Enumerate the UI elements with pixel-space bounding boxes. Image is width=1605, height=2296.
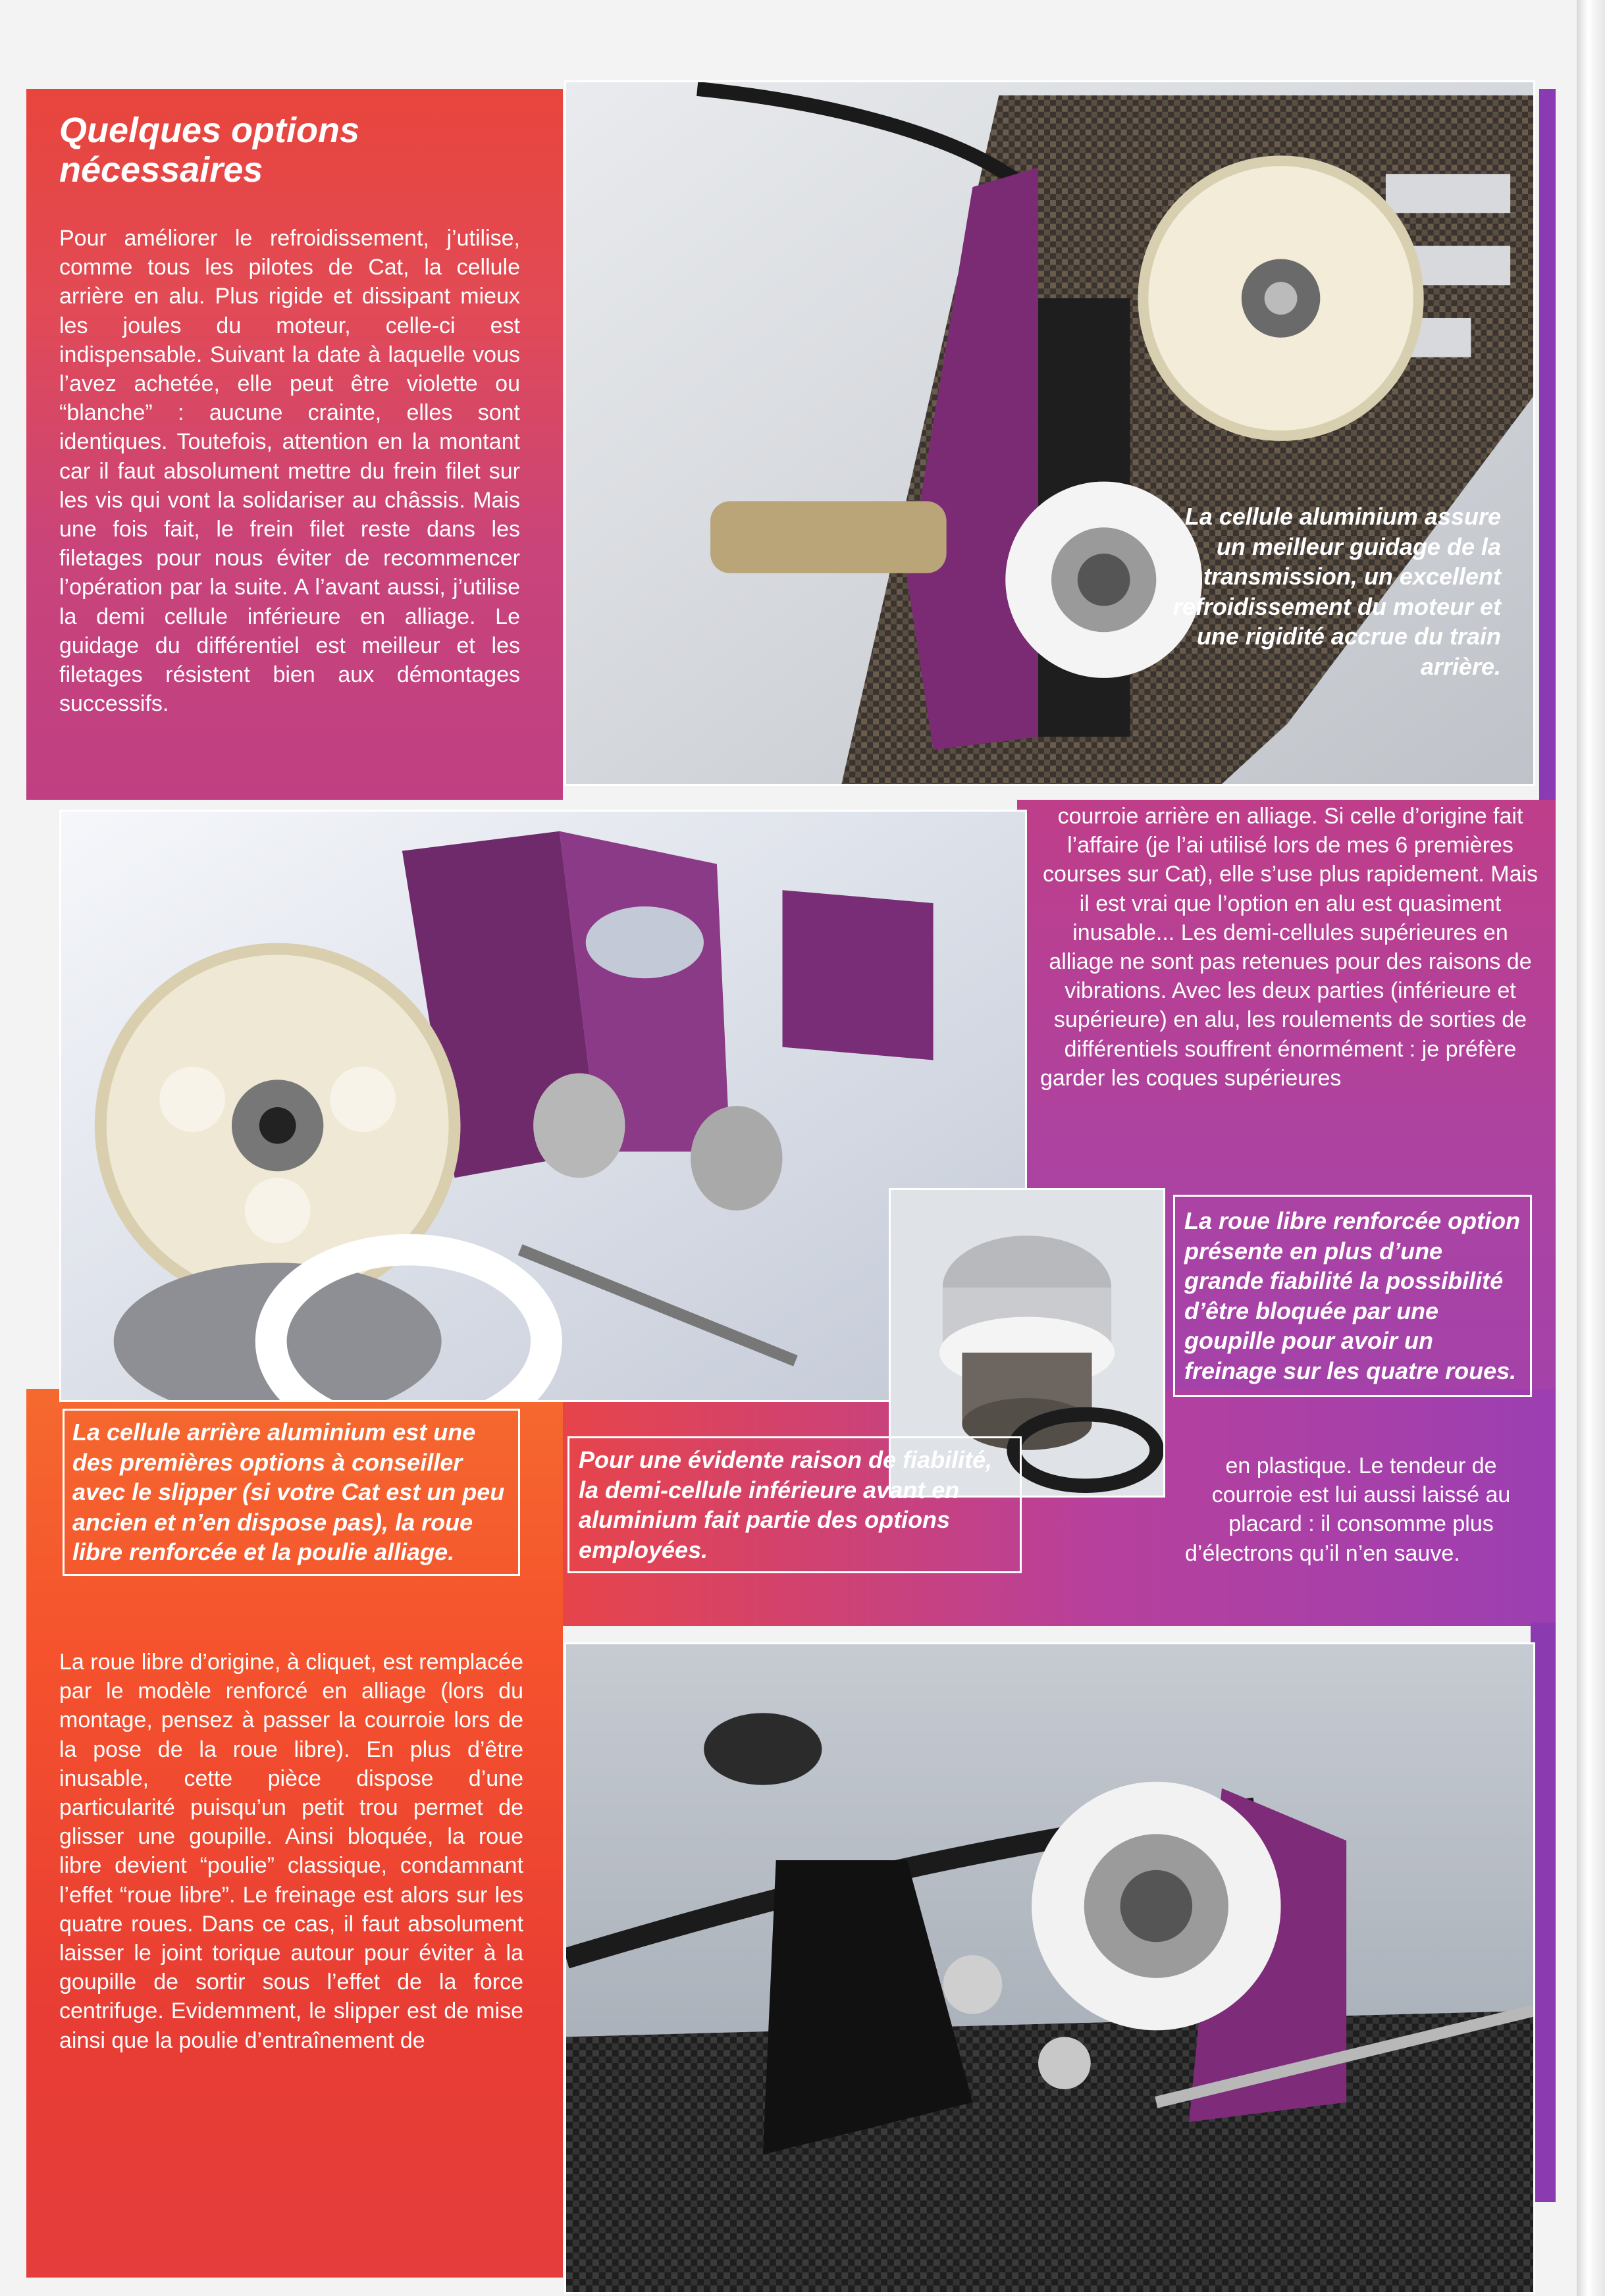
page-edge [1577,0,1605,2296]
right-column-paragraph: courroie arrière en alliage. Si celle d’origine fait l’affaire (je l’ai utilisé lors de mes 6 premières courses sur Cat), elle s’use plus rapidement. Mais il est vrai que l’option en alu est quasiment inusable... Les demi-cellules supérieures en alliage ne sont pas retenues pour des raisons de vibrations. Avec les deux parties (inférieure et supérieure) en alu, les roulements de sorties de différentiels souffrent énormément : je préfère garder les coques supérieures [1040,804,1539,1091]
caption-one-way: La roue libre renforcée option présente en plus d’une grande fiabilité la possibilité d’être bloquée par une goupille pour avoir un freinage sur les quatre roues. [1173,1195,1532,1397]
photo-option-parts [59,810,1027,1402]
intro-paragraph: Pour améliorer le refroidissement, j’utilise, comme tous les pilotes de Cat, la cellule arrière en alu. Plus rigide et dissipant mieux les joules du moteur, celle-ci est indispensable. Suivant la date à laquelle vous l’avez achetée, elle peut être violette ou “blanche” : aucune crainte, elles sont identiques. Toutefois, attention en la montant car il faut absolument mettre du frein filet sur les vis qui vont la solidariser au châssis. Mais une fois fait, le frein filet reste dans les filetages pour nous éviter de recommencer l’opération par la suite. A l’avant aussi, j’utilise la demi cellule inférieure en alliage. Le guidage du différentiel est meilleur et les filetages résistent bien aux démontages successifs. [59,226,520,717]
right-edge-band [1539,89,1556,806]
photo-slipper-belt [564,1642,1535,2294]
caption-rear-cell: La cellule aluminium assure un meilleur guidage de la transmission, un excellent refroidissement du moteur et une rigidité accrue du train arrière. [1172,503,1501,680]
one-way-paragraph: La roue libre d’origine, à cliquet, est remplacée par le modèle renforcé en alliage (lors du montage, pensez à passer la courroie lors de la pose de la roue libre). En plus d’être inusable, cette pièce dispose d’une particularité puisqu’un petit trou permet de glisser une goupille. Ainsi bloquée, la roue libre devient “poulie” classique, condamnant l’effet “roue libre”. Le freinage est alors sur les quatre roues. Dans ce cas, il faut absolument laisser le joint torique autour pour éviter à la goupille de sortir sous l’effet de la force centrifuge. Evidemment, le slipper est de mise ainsi que la poulie d’entraînement de [59,1650,523,2053]
article-headline: Quelques options nécessaires [59,111,360,190]
caption-rear-cell-options: La cellule arrière aluminium est une des premières options à conseiller avec le slipper (si votre Cat est un peu ancien et n’en dispose pas), la roue libre renforcée et la poulie alliage. [63,1409,520,1576]
caption-front-half-cell: Pour une évidente raison de fiabilité, la demi-cellule inférieure avant en aluminium fait partie des options employées. [567,1436,1022,1573]
right-column-continuation: en plastique. Le tendeur de courroie est lui aussi laissé au placard : il consomme plus d’électrons qu’il n’en sauve. [1185,1453,1511,1566]
